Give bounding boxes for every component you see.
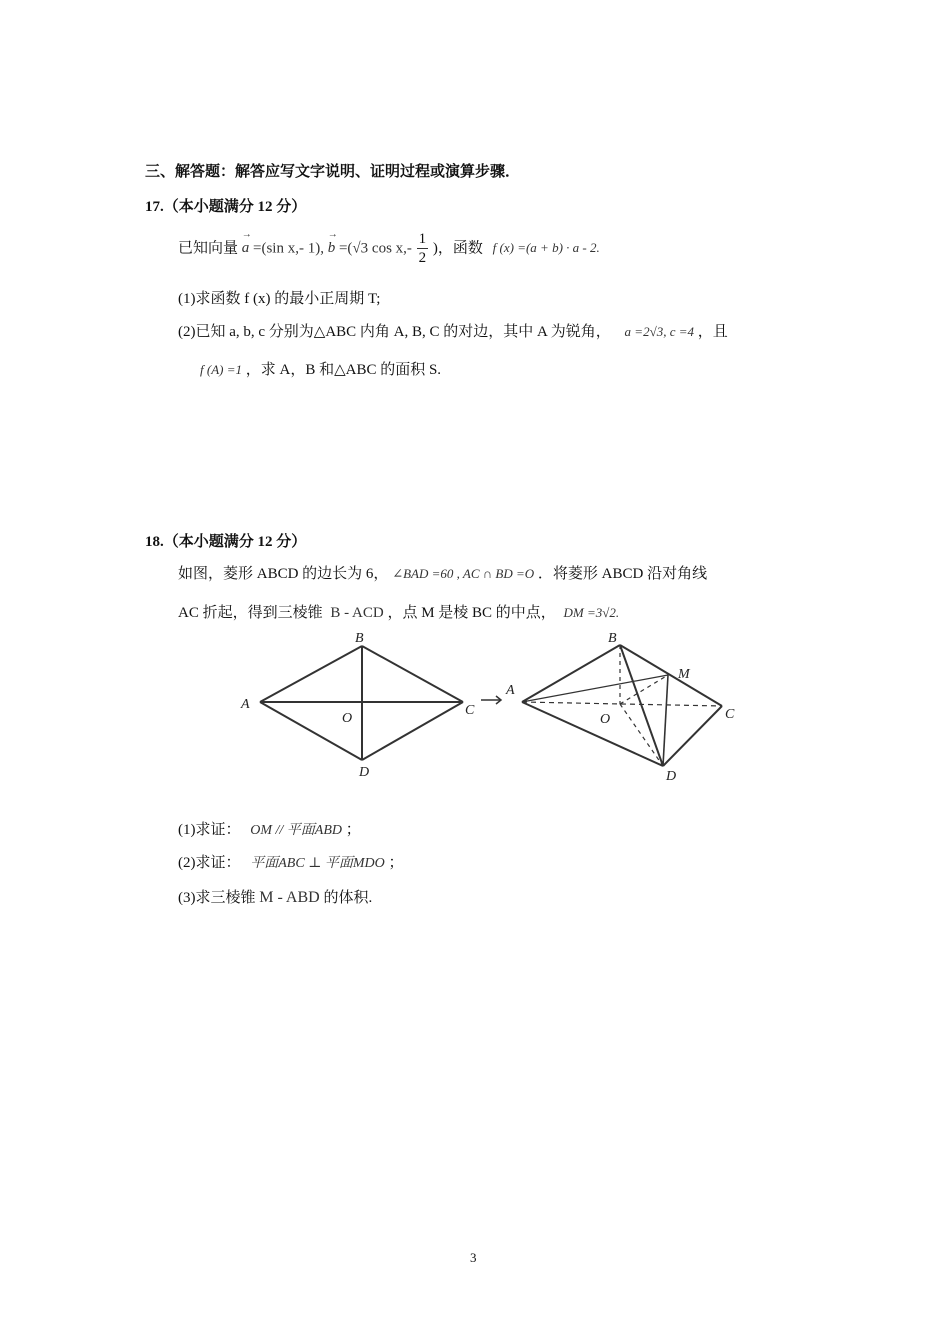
arrow-icon [481, 696, 501, 704]
edge-da-folded [522, 702, 663, 766]
fraction-denominator: 2 [418, 250, 427, 266]
q17-part2-line1 [178, 320, 728, 341]
q18-line1-suffix: ．将菱形 ABCD 沿对角线 [537, 566, 708, 582]
label-o-left: O [342, 711, 353, 726]
q17-part2-question: ，求 A，B 和△ABC 的面积 S. [245, 362, 442, 378]
label-o-right: O [600, 712, 611, 727]
edge-cd [362, 702, 463, 760]
label-d-left: D [359, 765, 370, 780]
q17-part2-text: (2)已知 a, b, c 分别为△ABC 内角 A, B, C 的对边，其中 A 为锐角， [178, 324, 611, 340]
q18-line2 [178, 601, 619, 622]
q17-part2-condition: a =2√3, c =4 [624, 324, 694, 339]
q18-figure [235, 628, 755, 788]
q18-part1 [178, 818, 361, 839]
q18-part2-prefix: (2)求证： [178, 855, 241, 871]
q18-line2-prefix: AC 折起，得到三棱锥 [178, 605, 323, 621]
q17-f-of-a: f (A) =1 [200, 362, 242, 377]
label-b-left: B [355, 631, 364, 646]
q18-line1 [178, 562, 707, 583]
q18-line1-prefix: 如图，菱形 ABCD 的边长为 6， [178, 566, 389, 582]
vec-b-expression: =(√3 cos x,- [338, 240, 412, 257]
q18-part2 [178, 851, 404, 872]
label-m-right: M [678, 667, 690, 682]
q18-dm-condition: DM =3√2. [563, 605, 620, 620]
fraction-one-half [417, 232, 429, 266]
q18-part3-math: M - ABD [259, 889, 320, 906]
edge-cd-folded [663, 706, 722, 766]
q18-part2-math: 平面ABC ⊥ 平面MDO [250, 856, 385, 871]
q17-header: 17.（本小题满分 12 分） [145, 199, 307, 215]
q18-header: 18.（本小题满分 12 分） [145, 534, 307, 550]
vec-b-symbol: → b [328, 240, 336, 257]
q18-part1-prefix: (1)求证： [178, 822, 241, 838]
q18-part3-suffix: 的体积. [323, 890, 373, 906]
q18-part3-prefix: (3)求三棱锥 [178, 890, 256, 906]
page-number: 3 [470, 1250, 477, 1265]
edge-ab [260, 646, 362, 702]
q18-part1-suffix: ； [345, 822, 361, 838]
q17-function-definition: f (x) =(a + b) · a - 2. [492, 240, 600, 256]
q17-close-paren: )，函数 [432, 240, 483, 257]
label-b-right: B [608, 631, 617, 646]
q18-part1-math: OM // 平面ABD [250, 823, 343, 838]
label-c-left: C [465, 703, 475, 718]
q18-angle-condition: ∠BAD =60 , AC ∩ BD =O [392, 566, 535, 581]
segment-dm [663, 675, 668, 766]
q17-part1: (1)求函数 f (x) 的最小正周期 T; [178, 291, 381, 307]
label-a-left: A [241, 697, 250, 712]
label-a-right: A [506, 683, 515, 698]
pyramid-figure [522, 645, 722, 766]
label-d-right: D [666, 769, 677, 784]
q18-part2-suffix: ； [388, 855, 404, 871]
q18-line2-mid: ，点 M 是棱 BC 的中点， [387, 605, 556, 621]
q18-pyramid-name: B - ACD [330, 605, 384, 621]
edge-bc-folded [620, 645, 722, 706]
section-title: 三、解答题：解答应写文字说明、证明过程或演算步骤． [145, 164, 521, 180]
rhombus-figure [260, 646, 463, 760]
label-c-right: C [725, 707, 735, 722]
q17-intro-prefix: 已知向量 [178, 240, 239, 257]
q17-part2-line2 [200, 358, 441, 379]
vec-a-symbol: → a [242, 240, 250, 257]
fraction-numerator: 1 [418, 231, 427, 247]
q18-part3 [178, 886, 372, 907]
q17-part2-tail: ，且 [697, 324, 728, 340]
edge-bd-folded [620, 645, 663, 766]
q17-intro [178, 232, 600, 266]
edge-bc [362, 646, 463, 702]
vec-a-expression: =(sin x,- 1), [253, 240, 324, 257]
